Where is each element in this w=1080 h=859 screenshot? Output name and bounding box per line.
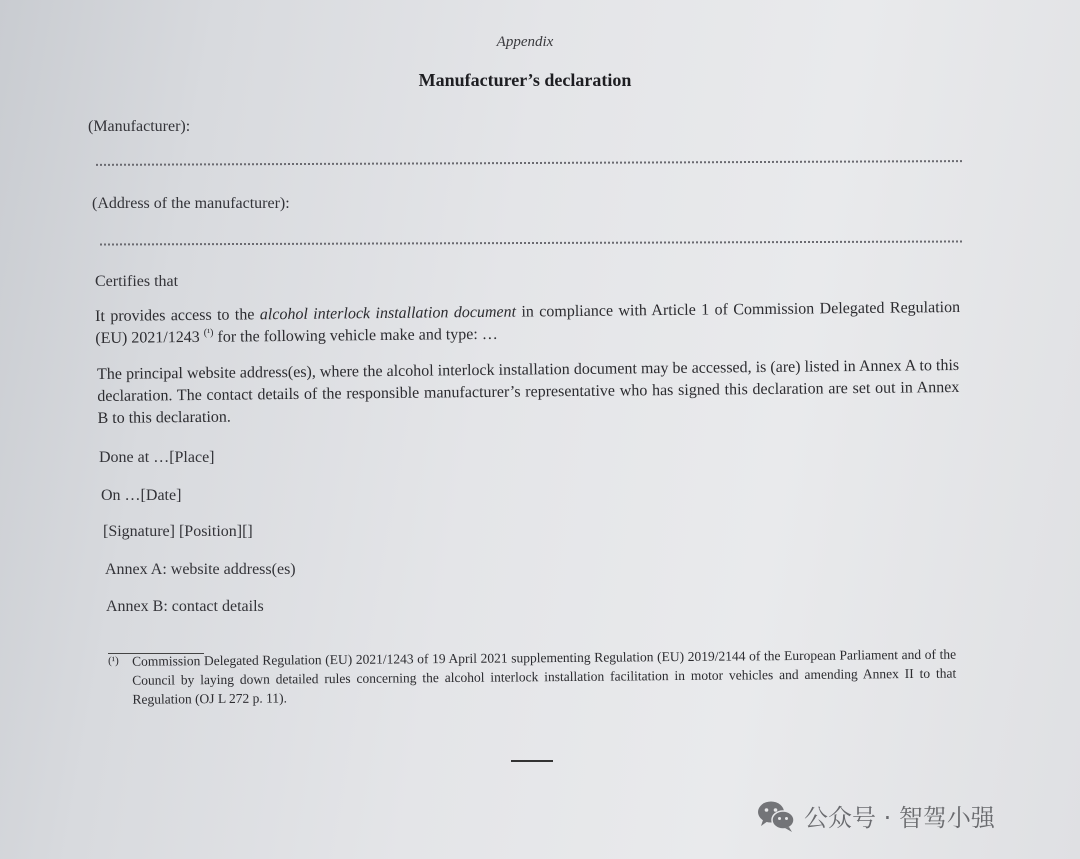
wechat-icon [756,799,796,833]
document-name-italic: alcohol interlock installation document [259,303,517,324]
certifies-text: Certifies that [95,273,179,290]
footnote-ref: (¹) [203,327,214,339]
footnote-mark: (¹) [108,654,119,667]
end-divider [511,760,553,762]
date-text: On …[Date] [101,487,182,504]
footnote [108,645,956,709]
manufacturer-label: (Manufacturer): [88,118,191,135]
footnote-text: Commission Delegated Regulation (EU) 2021/1243 of 19 April 2021 supplementing Regulation (EU) 2019/2144 of the European Parliament and of the Council by laying down detailed rules concerning the alcohol interlock installation facilitation in motor vehicles and amending Annex II to that Regulation (OJ L 272 p. 11). [132,646,957,707]
paragraph-access: It provides access to the alcohol interlock installation document in compliance with Article 1 of Commission Delegated Regulation (EU) 2021/1243 $^{(^1)}$ for the following vehicle make and type: … [95,298,961,347]
address-dotted-line [100,240,962,245]
watermark [756,798,995,833]
done-at-text: Done at …[Place] [99,449,215,466]
address-label: (Address of the manufacturer): [92,195,290,212]
page-title: Manufacturer’s declaration [418,70,632,90]
paragraph-website: The principal website address(es), where the alcohol interlock installation document may be accessed, is (are) listed in Annex A to this declaration. The contact details of the responsible manufacturer’s representative who has signed this declaration are set out in Annex B to this declaration. [97,356,960,427]
signature-text: [Signature] [Position][] [103,523,253,540]
annex-a-text: Annex A: website address(es) [105,561,296,578]
annex-b-text: Annex B: contact details [106,598,264,615]
appendix-label: Appendix [496,34,554,50]
manufacturer-dotted-line [96,160,962,166]
watermark-text: 公众号 · 智驾小强 [804,804,995,832]
